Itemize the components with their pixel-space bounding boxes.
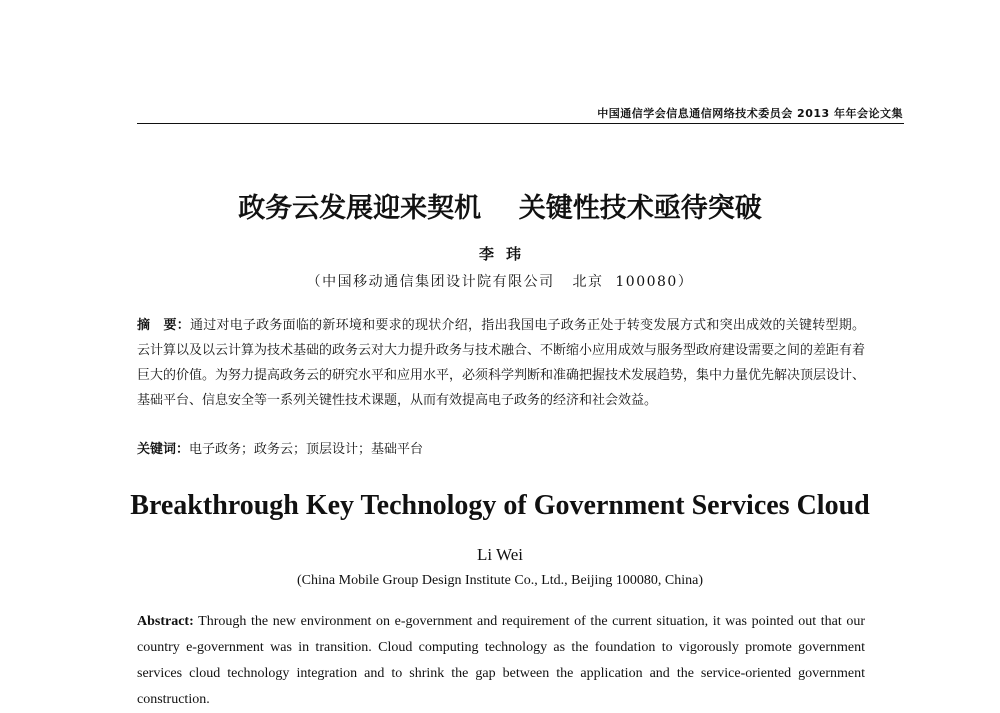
chinese-keywords-text: 电子政务；政务云；顶层设计；基础平台: [189, 442, 424, 457]
header-rule: [137, 123, 904, 124]
running-header: 中国通信学会信息通信网络技术委员会 2013 年年会论文集: [597, 107, 903, 120]
chinese-affiliation: （中国移动通信集团设计院有限公司 北京 100080）: [306, 274, 694, 290]
chinese-abstract-text: 通过对电子政务面临的新环境和要求的现状介绍，指出我国电子政务正处于转变发展方式和突出成效的关键转型期。云计算以及以云计算为技术基础的政务云对大力提升政务与技术融合、不断缩小应用成效与服务型政府建设需要之间的差距有着巨大的价值。为努力提高政务云的研究水平和应用水平，必须科学判断和准确把握技术发展趋势，集中力量优先解决顶层设计、基础平台、信息安全等一系列关键性技术课题，从而有效提高电子政务的经济和社会效益。: [137, 318, 866, 408]
english-author: Li Wei: [476, 545, 523, 564]
english-abstract: [137, 609, 865, 713]
english-abstract-label: Abstract:: [137, 614, 194, 629]
english-abstract-text: Through the new environment on e-government and requirement of the current situation, it was pointed out that our country e-government was in transition. Cloud computing technology as the foundation to vigorously promote government services cloud technology integration and to shrink the gap between the application and the service-oriented government construction.: [137, 614, 865, 707]
chinese-abstract: [137, 313, 865, 413]
chinese-keywords: [137, 437, 865, 462]
english-affiliation: (China Mobile Group Design Institute Co., Ltd., Beijing 100080, China): [297, 573, 703, 588]
chinese-title: 政务云发展迎来契机 关键性技术亟待突破: [238, 193, 762, 224]
chinese-abstract-label: 摘 要：: [137, 318, 190, 333]
chinese-keywords-label: 关键词：: [137, 442, 190, 457]
english-title: Breakthrough Key Technology of Government Services Cloud: [130, 490, 870, 521]
chinese-author: 李玮: [478, 245, 533, 263]
